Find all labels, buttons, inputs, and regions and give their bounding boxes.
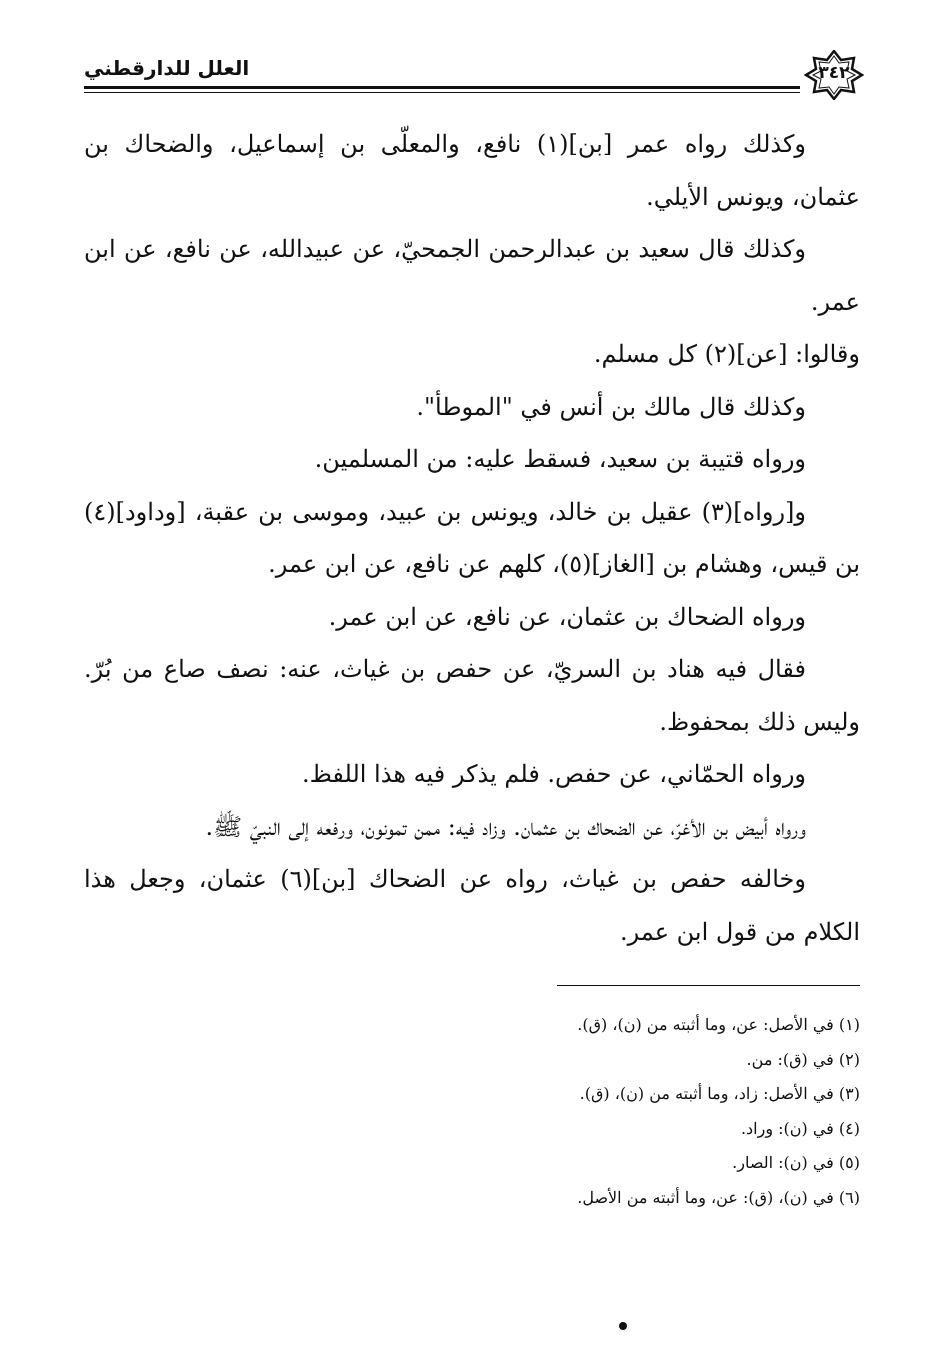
paragraph: ورواه أبيض بن الأغرّ، عن الضحاك بن عثمان. وزاد فيه: ممن تمونون، ورفعه إلى النبيّ ﷺ. bbox=[205, 812, 806, 841]
page-number-badge bbox=[804, 50, 864, 100]
footnote: (٤) في (ن): وراد. bbox=[740, 1118, 860, 1138]
running-title: العلل للدارقطني bbox=[84, 56, 250, 80]
main-text bbox=[84, 118, 860, 958]
paragraph: و[رواه](٣) عقيل بن خالد، ويونس بن عبيد، وموسى بن عقبة، [وداود](٤) بن قيس، وهشام بن [الغاز](٥)، كلهم عن نافع، عن ابن عمر. bbox=[84, 497, 860, 578]
page-mark-dot bbox=[619, 1322, 627, 1330]
paragraph: وخالفه حفص بن غياث، رواه عن الضحاك [بن](٦) عثمان، وجعل هذا الكلام من قول ابن عمر. bbox=[84, 865, 860, 946]
paragraph: ورواه قتيبة بن سعيد، فسقط عليه: من المسلمين. bbox=[314, 445, 806, 473]
paragraph: وقالوا: [عن](٢) كل مسلم. bbox=[593, 340, 860, 368]
paragraph: فقال فيه هناد بن السريّ، عن حفص بن غياث، عنه: نصف صاع من بُرّ. وليس ذلك بمحفوظ. bbox=[84, 655, 860, 736]
paragraph: ورواه الضحاك بن عثمان، عن نافع، عن ابن عمر. bbox=[328, 602, 806, 631]
paragraph: وكذلك قال مالك بن أنس في "الموطأ". bbox=[416, 392, 806, 421]
paragraph: وكذلك رواه عمر [بن](١) نافع، والمعلّى بن إسماعيل، والضحاك بن عثمان، ويونس الأيلي. bbox=[84, 130, 860, 211]
footnote: (٢) في (ق): من. bbox=[746, 1049, 860, 1069]
header-rule-thin bbox=[84, 92, 800, 93]
page-header bbox=[84, 52, 860, 100]
page-number: ٣٤٢ bbox=[818, 63, 850, 83]
header-rule-thick bbox=[84, 86, 800, 89]
footnote: (٥) في (ن): الصار. bbox=[732, 1153, 860, 1172]
footnote: (٣) في الأصل: زاد، وما أثبته من (ن)، (ق). bbox=[579, 1084, 860, 1103]
footnote-separator bbox=[557, 985, 860, 986]
paragraph: وكذلك قال سعيد بن عبدالرحمن الجمحيّ، عن عبيدالله، عن نافع، عن ابن عمر. bbox=[84, 235, 860, 316]
footnote: (٦) في (ن)، (ق): عن، وما أثبته من الأصل. bbox=[577, 1187, 860, 1207]
footnotes bbox=[84, 1008, 860, 1215]
footnote: (١) في الأصل: عن، وما أثبته من (ن)، (ق). bbox=[577, 1015, 860, 1034]
paragraph: ورواه الحمّاني، عن حفص. فلم يذكر فيه هذا اللفظ. bbox=[301, 760, 806, 788]
